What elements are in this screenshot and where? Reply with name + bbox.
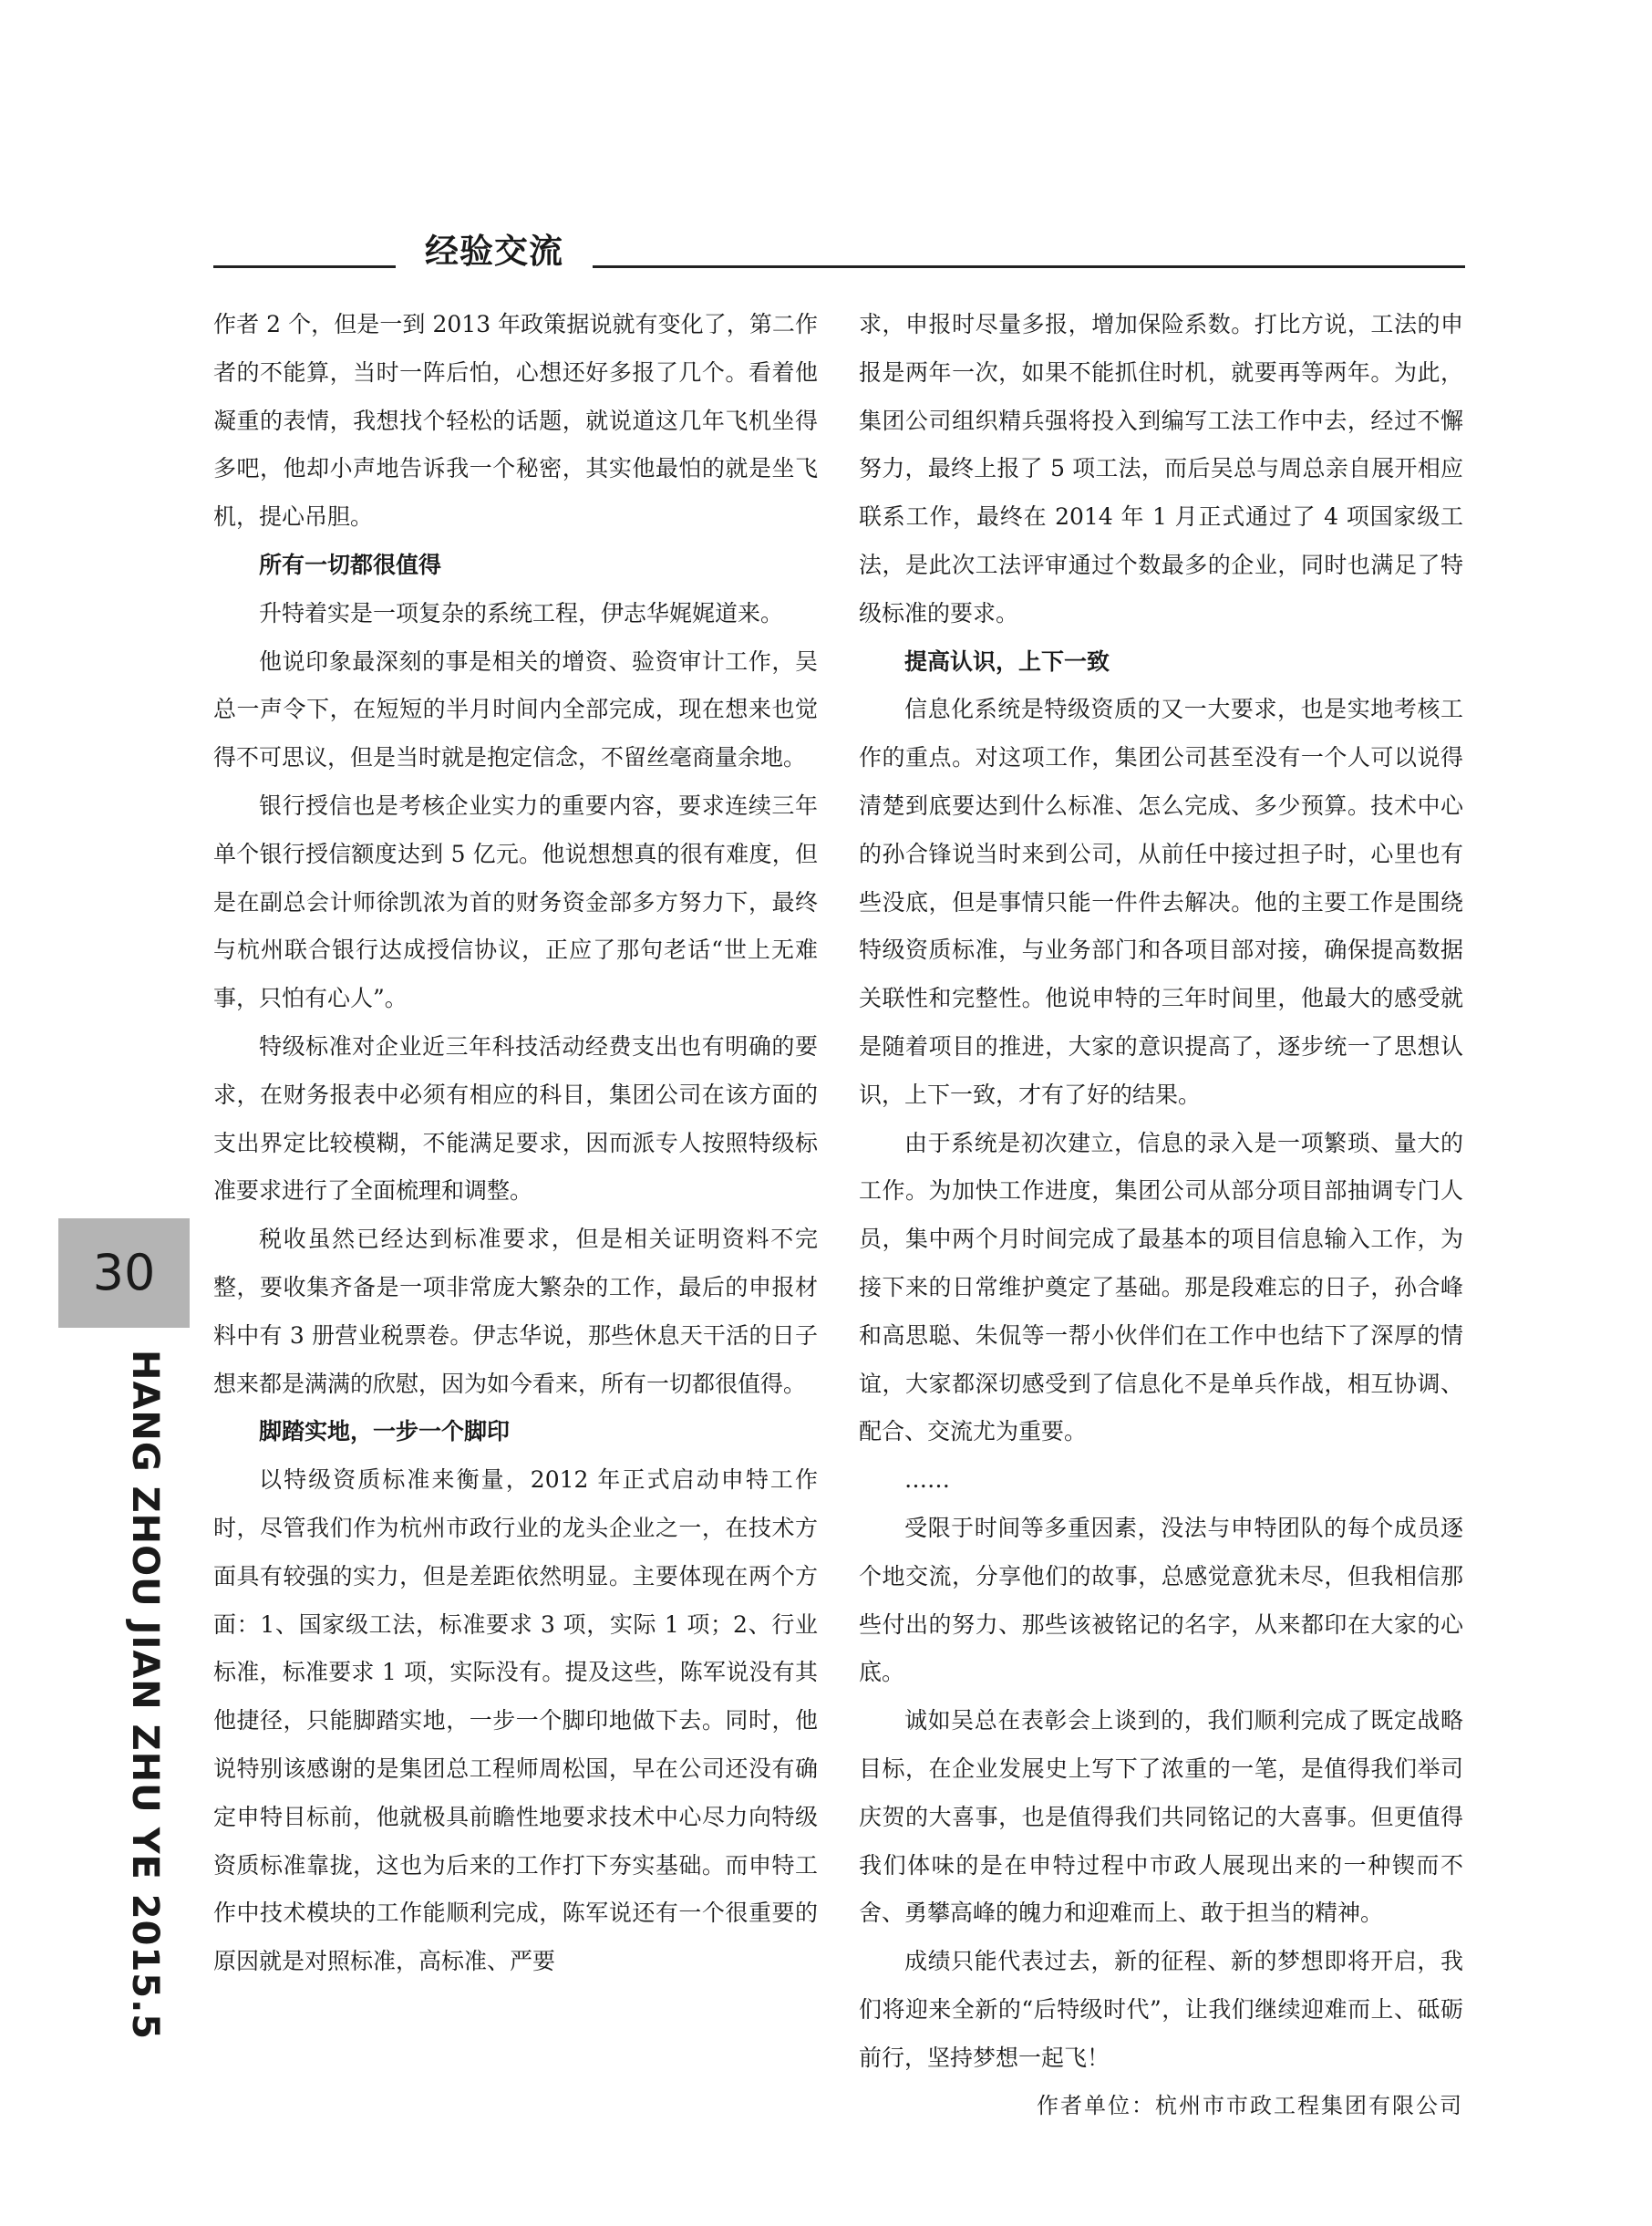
- page-number: 30: [92, 1244, 156, 1301]
- paragraph: 特级标准对企业近三年科技活动经费支出也有明确的要求，在财务报表中必须有相应的科目，集团公司在该方面的支出界定比较模糊，不能满足要求，因而派专人按照特级标准要求进行了全面梳理和调整。: [213, 1032, 818, 1205]
- journal-name-vertical: HANG ZHOU JIAN ZHU YE 2015.5: [124, 1350, 166, 2041]
- paragraph: 升特着实是一项复杂的系统工程，伊志华娓娓道来。: [259, 599, 784, 626]
- paragraph: 作者 2 个，但是一到 2013 年政策据说就有变化了，第二作者的不能算，当时一阵后怕，心想还好多报了几个。看着他凝重的表情，我想找个轻松的话题，就说道这几年飞机坐得多吧，他却小声地告诉我一个秘密，其实他最怕的就是坐飞机，提心吊胆。: [213, 311, 818, 531]
- paragraph: 受限于时间等多重因素，没法与申特团队的每个成员逐个地交流，分享他们的故事，总感觉意犹未尽，但我相信那些付出的努力、那些该被铭记的名字，从来都印在大家的心底。: [859, 1514, 1463, 1686]
- paragraph: 诚如吴总在表彰会上谈到的，我们顺利完成了既定战略目标，在企业发展史上写下了浓重的一笔，是值得我们举司庆贺的大喜事，也是值得我们共同铭记的大喜事。但更值得我们体味的是在申特过程中市政人展现出来的一种锲而不舍、勇攀高峰的魄力和迎难而上、敢于担当的精神。: [859, 1707, 1463, 1927]
- article-column-right: [859, 301, 1463, 2130]
- section-heading: 提高认识，上下一致: [904, 647, 1110, 675]
- section-heading: 脚踏实地，一步一个脚印: [259, 1418, 511, 1445]
- paragraph: 税收虽然已经达到标准要求，但是相关证明资料不完整，要收集齐备是一项非常庞大繁杂的工作，最后的申报材料中有 3 册营业税票卷。伊志华说，那些休息天干活的日子想来都是满满的欣慰，因为如今看来，所有一切都很值得。: [213, 1226, 818, 1397]
- section-title: 经验交流: [425, 232, 563, 271]
- paragraph: 成绩只能代表过去，新的征程、新的梦想即将开启，我们将迎来全新的“后特级时代”，让我们继续迎难而上、砥砺前行，坚持梦想一起飞！: [859, 1948, 1463, 2071]
- paragraph: 求，申报时尽量多报，增加保险系数。打比方说，工法的申报是两年一次，如果不能抓住时机，就要再等两年。为此，集团公司组织精兵强将投入到编写工法工作中去，经过不懈努力，最终上报了 5 项工法，而后吴总与周总亲自展开相应联系工作，最终在 2014 年 1 月正式通过了 4 项国家级工法，是此次工法评审通过个数最多的企业，同时也满足了特级标准的要求。: [859, 311, 1463, 626]
- page-number-box: [58, 1218, 190, 1328]
- page-header: [213, 223, 1465, 278]
- ellipsis-line: ……: [904, 1466, 950, 1494]
- header-rule-right: [593, 265, 1465, 268]
- header-rule-left: [213, 265, 396, 268]
- paragraph: 以特级资质标准来衡量，2012 年正式启动申特工作时，尽管我们作为杭州市政行业的龙头企业之一，在技术方面具有较强的实力，但是差距依然明显。主要体现在两个方面：1、国家级工法，标准要求 3 项，实际 1 项；2、行业标准，标准要求 1 项，实际没有。提及这些，陈军说没有其他捷径，只能脚踏实地，一步一个脚印地做下去。同时，他说特别该感谢的是集团总工程师周松国，早在公司还没有确定申特目标前，他就极具前瞻性地要求技术中心尽力向特级资质标准靠拢，这也为后来的工作打下夯实基础。而申特工作中技术模块的工作能顺利完成，陈军说还有一个很重要的原因就是对照标准，高标准、严要: [213, 1466, 818, 1975]
- section-heading: 所有一切都很值得: [259, 551, 442, 578]
- paragraph: 他说印象最深刻的事是相关的增资、验资审计工作，吴总一声令下，在短短的半月时间内全部完成，现在想来也觉得不可思议，但是当时就是抱定信念，不留丝毫商量余地。: [213, 647, 818, 771]
- article-column-left: [213, 301, 818, 1986]
- paragraph: 银行授信也是考核企业实力的重要内容，要求连续三年单个银行授信额度达到 5 亿元。他说想想真的很有难度，但是在副总会计师徐凯浓为首的财务资金部多方努力下，最终与杭州联合银行达成授信协议，正应了那句老话“世上无难事，只怕有心人”。: [213, 792, 818, 1012]
- paragraph: 由于系统是初次建立，信息的录入是一项繁琐、量大的工作。为加快工作进度，集团公司从部分项目部抽调专门人员，集中两个月时间完成了最基本的项目信息输入工作，为接下来的日常维护奠定了基础。那是段难忘的日子，孙合峰和高思聪、朱侃等一帮小伙伴们在工作中也结下了深厚的情谊，大家都深切感受到了信息化不是单兵作战，相互协调、配合、交流尤为重要。: [859, 1129, 1463, 1445]
- paragraph: 信息化系统是特级资质的又一大要求，也是实地考核工作的重点。对这项工作，集团公司甚至没有一个人可以说得清楚到底要达到什么标准、怎么完成、多少预算。技术中心的孙合锋说当时来到公司，从前任中接过担子时，心里也有些没底，但是事情只能一件件去解决。他的主要工作是围绕特级资质标准，与业务部门和各项目部对接，确保提高数据关联性和完整性。他说申特的三年时间里，他最大的感受就是随着项目的推进，大家的意识提高了，逐步统一了思想认识，上下一致，才有了好的结果。: [859, 696, 1463, 1108]
- author-affiliation: 作者单位：杭州市市政工程集团有限公司: [1037, 2093, 1463, 2119]
